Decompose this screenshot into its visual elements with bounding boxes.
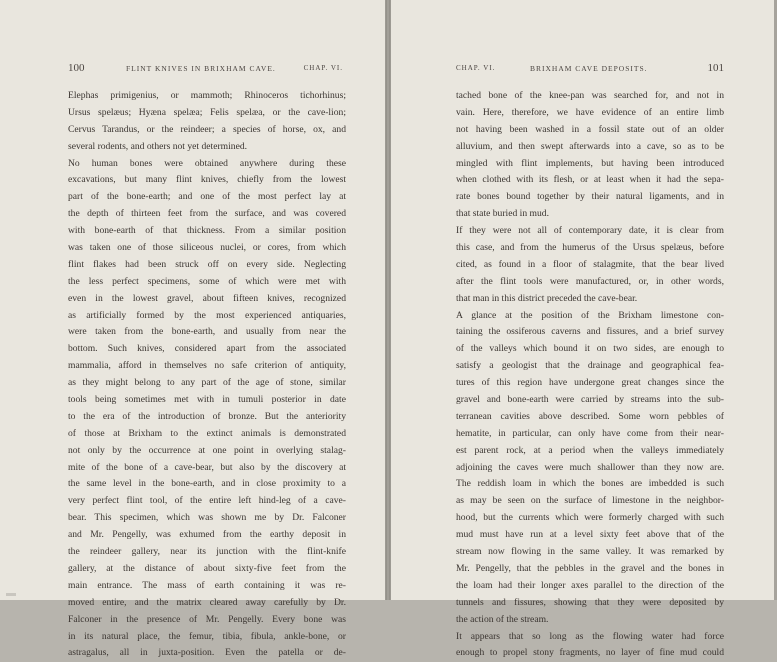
text-line: tached bone of the knee-pan was searched for, and not in bbox=[456, 90, 724, 101]
text-line: not having been washed in a fossil state out of an older bbox=[456, 123, 724, 135]
text-line: mingled with flint implements, but having been introduced bbox=[456, 157, 724, 169]
text-line: bear. This specimen, which was shown me by Dr. Falconer bbox=[68, 512, 346, 524]
text-line: mammalia, afford in themselves no safe criterion of antiquity, bbox=[68, 360, 346, 372]
text-line: as they might belong to any part of the age of stone, similar bbox=[68, 377, 346, 389]
chapter-label: CHAP. VI. bbox=[303, 64, 343, 72]
text-line: Mr. Pengelly, that the pebbles in the gravel and the bones in bbox=[456, 562, 724, 574]
text-line: part of the bone-earth; and one of the most perfect lay at bbox=[68, 191, 346, 203]
text-line: main entrance. The mass of earth containing it was re- bbox=[68, 579, 346, 591]
text-line: rate bones bound together by their natural ligaments, and in bbox=[456, 191, 724, 203]
text-line: of those at Brixham to the extinct animals is demonstrated bbox=[68, 427, 346, 439]
text-line: the reindeer gallery, near its junction with the flint-knife bbox=[68, 546, 346, 558]
left-page-body bbox=[68, 88, 346, 662]
text-line: bottom. Such knives, considered apart from the associated bbox=[68, 343, 346, 355]
text-line: cited, as found in a floor of stalagmite, that the bear lived bbox=[456, 258, 724, 270]
text-line: after the flint tools were manufactured, or, in other words, bbox=[456, 275, 724, 287]
text-line: the loam had their longer axes parallel to the direction of the bbox=[456, 579, 724, 591]
scan-mark bbox=[6, 593, 16, 596]
text-line: gravel and bone-earth were carried by streams into the sub- bbox=[456, 394, 724, 406]
text-line: in its natural place, the femur, tibia, fibula, ankle-bone, or bbox=[68, 630, 346, 642]
text-line: not only by the occurrence at one point in overlying stalag- bbox=[68, 444, 346, 456]
text-line: Cervus Tarandus, or the reindeer; a species of horse, ox, and bbox=[68, 123, 346, 135]
text-line: mud must have run at a level sixty feet above that of the bbox=[456, 529, 724, 541]
left-page bbox=[0, 0, 386, 659]
right-page-body bbox=[456, 88, 724, 662]
text-line: this case, and from the humerus of the Ursus spelæus, before bbox=[456, 242, 724, 254]
text-line: when clothed with its flesh, or at least when it had the sepa- bbox=[456, 174, 724, 186]
text-line: vain. Here, therefore, we have evidence of an entire limb bbox=[456, 106, 724, 118]
text-line: moved entire, and the matrix cleared away carefully by Dr. bbox=[68, 596, 346, 608]
text-line: astragalus, all in juxta-position. Even the patella or de- bbox=[68, 647, 346, 659]
running-title: FLINT KNIVES IN BRIXHAM CAVE. bbox=[126, 64, 276, 73]
text-line: hematite, in particular, can only have come from their near- bbox=[456, 427, 724, 439]
page-number: 101 bbox=[707, 62, 724, 74]
text-line: enough to propel stony fragments, no layer of fine mud could bbox=[456, 647, 724, 659]
text-line: flint flakes had been struck off on every side. Neglecting bbox=[68, 258, 346, 270]
text-line: stream now flowing in the same valley. It was remarked by bbox=[456, 546, 724, 558]
text-line: very perfect flint tool, of the entire left hind-leg of a cave- bbox=[68, 495, 346, 507]
text-line: several rodents, and others not yet determined. bbox=[68, 140, 248, 152]
page-number: 100 bbox=[68, 62, 85, 74]
text-line: that man in this district preceded the cave-bear. bbox=[456, 292, 638, 304]
text-line: No human bones were obtained anywhere during these bbox=[68, 157, 346, 169]
text-line: alluvium, and then swept afterwards into a cave, so as to be bbox=[456, 140, 724, 152]
text-line: of the valleys which bound it on two sides, are enough to bbox=[456, 343, 724, 355]
chapter-label: CHAP. VI. bbox=[456, 64, 496, 72]
text-line: gallery, at the distance of about sixty-five feet from the bbox=[68, 562, 346, 574]
text-line: excavations, but many flint knives, chiefly from the lowest bbox=[68, 174, 346, 186]
text-line: even in the lowest gravel, about fifteen knives, recognized bbox=[68, 292, 346, 304]
text-line: the same level in the bone-earth, and in close proximity to a bbox=[68, 478, 346, 490]
text-line: that state buried in mud. bbox=[456, 208, 549, 220]
text-line: as may be seen on the surface of limestone in the neighbor- bbox=[456, 495, 724, 507]
right-page bbox=[390, 0, 774, 659]
text-line: hood, but the currents which were formerly charged with such bbox=[456, 512, 724, 524]
text-line: taining the ossiferous caverns and fissures, and a brief survey bbox=[456, 326, 724, 338]
text-line: tures of this region have undergone great changes since the bbox=[456, 377, 724, 389]
text-line: adjoining the caves were much shallower than they now are. bbox=[456, 461, 724, 473]
text-line: with bone-earth of that thickness. From a similar position bbox=[68, 225, 346, 237]
text-line: the action of the stream. bbox=[456, 613, 549, 625]
text-line: The reddish loam in which the bones are imbedded is such bbox=[456, 478, 724, 490]
text-line: mite of the bone of a cave-bear, but also by the discovery at bbox=[68, 461, 346, 473]
text-line: to the era of the introduction of bronze. But the anteriority bbox=[68, 410, 346, 422]
text-line: Ursus spelæus; Hyæna spelæa; Felis spelæa, or the cave-lion; bbox=[68, 106, 346, 118]
text-line: Elephas primigenius, or mammoth; Rhinoceros tichorhinus; bbox=[68, 90, 346, 101]
text-line: It appears that so long as the flowing water had force bbox=[456, 630, 724, 642]
text-line: If they were not all of contemporary date, it is clear from bbox=[456, 225, 724, 237]
text-line: Falconer in the presence of Mr. Pengelly. Every bone was bbox=[68, 613, 346, 625]
text-line: as artificially formed by the most experienced antiquaries, bbox=[68, 309, 346, 321]
text-line: were taken from the bone-earth, and usually from near the bbox=[68, 326, 346, 338]
text-line: the less perfect specimens, some of which were met with bbox=[68, 275, 346, 287]
running-title: BRIXHAM CAVE DEPOSITS. bbox=[530, 64, 648, 73]
text-line: satisfy a geologist that the drainage and geographical fea- bbox=[456, 360, 724, 372]
text-line: the depth of thirteen feet from the surface, and was covered bbox=[68, 208, 346, 220]
text-line: and Mr. Pengelly, was exhumed from the earthy deposit in bbox=[68, 529, 346, 541]
text-line: tools being sometimes met with in tumuli posterior in date bbox=[68, 394, 346, 406]
text-line: est parent rock, at a period when the valleys immediately bbox=[456, 444, 724, 456]
text-line: was taken one of those siliceous nuclei, or cores, from which bbox=[68, 242, 346, 254]
text-line: tunnels and fissures, showing that they were deposited by bbox=[456, 596, 724, 608]
text-line: terranean cavities above described. Some worn pebbles of bbox=[456, 410, 724, 422]
text-line: A glance at the position of the Brixham limestone con- bbox=[456, 309, 724, 321]
